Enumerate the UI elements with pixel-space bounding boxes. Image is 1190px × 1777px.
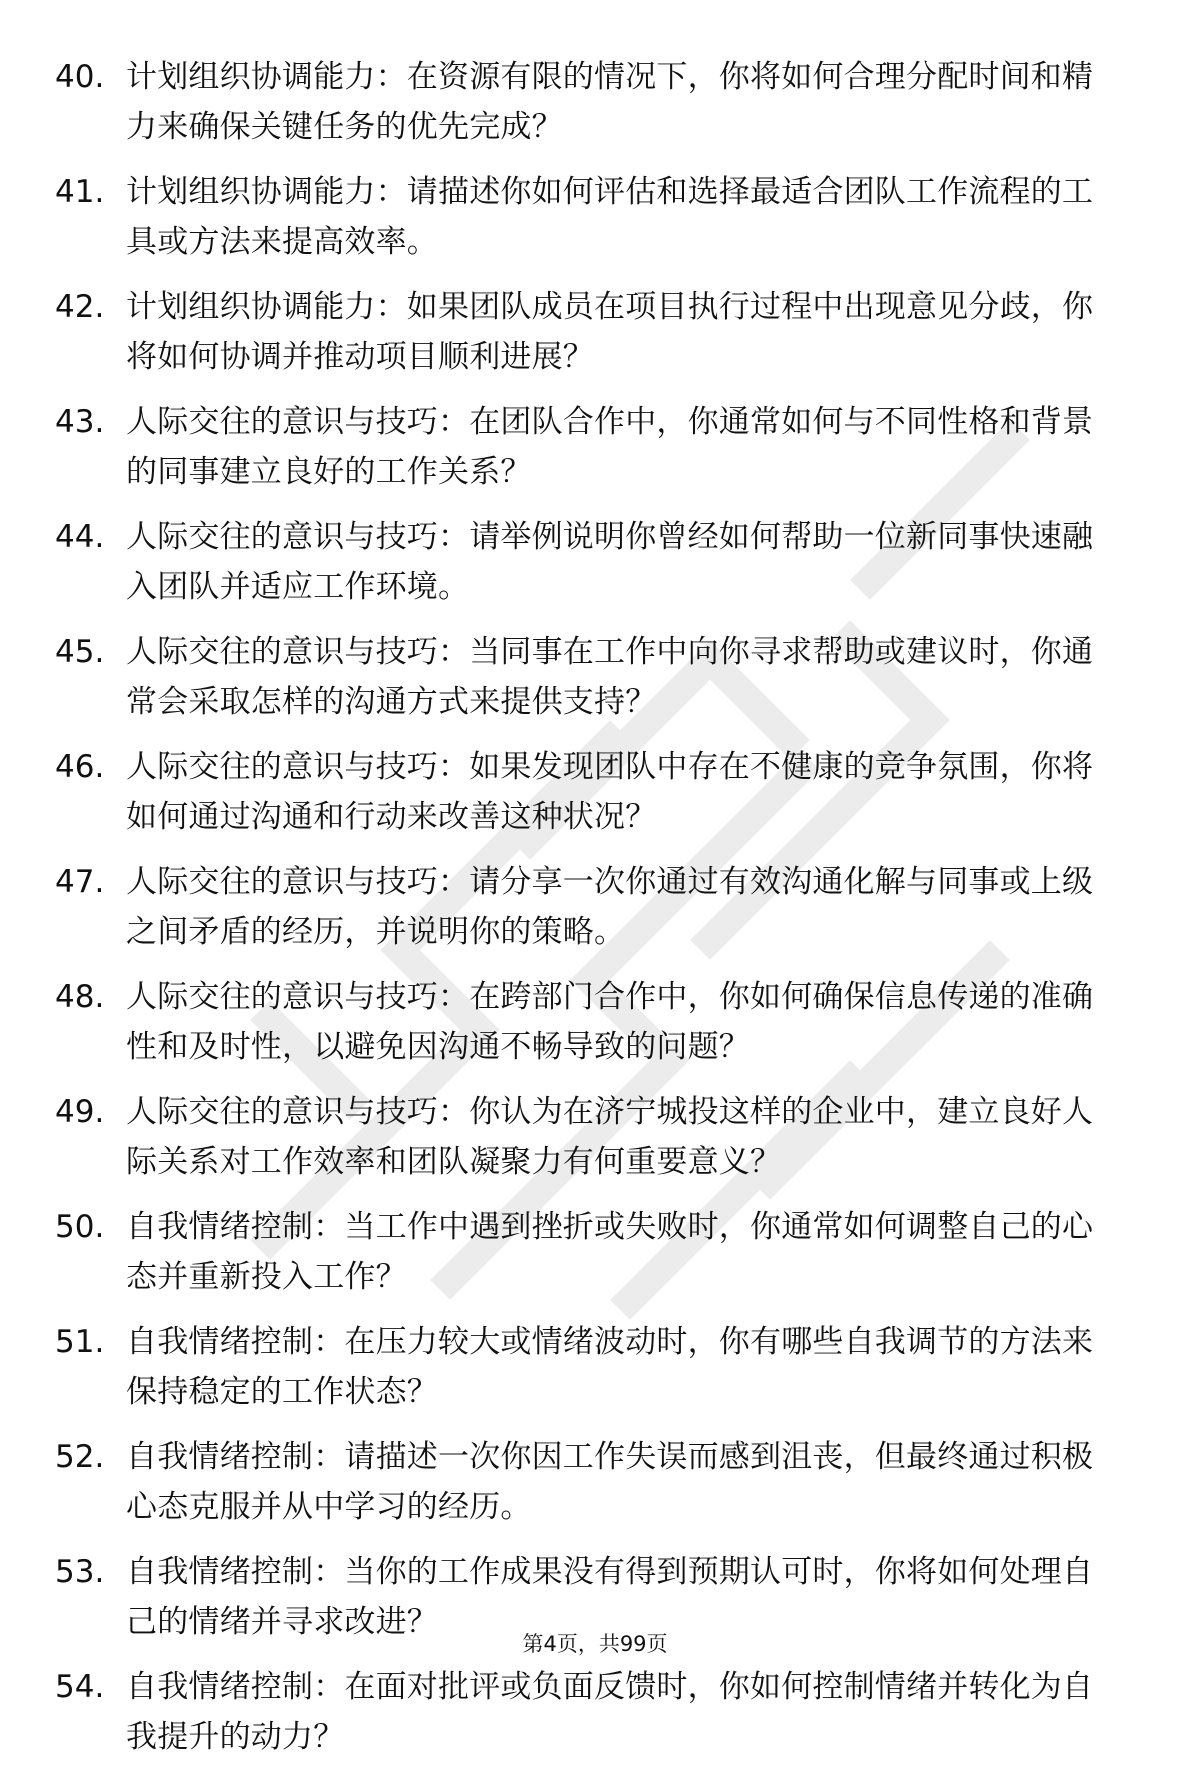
list-item [0, 282, 1190, 397]
page-number-footer: 第4页，共99页 [522, 1632, 668, 1656]
list-item [0, 1662, 1190, 1777]
question-text: 人际交往的意识与技巧：请举例说明你曾经如何帮助一位新同事快速融入团队并适应工作环境。 [126, 519, 1094, 605]
question-number: 42. [55, 289, 105, 325]
question-number: 46. [55, 749, 105, 785]
question-number: 49. [55, 1094, 105, 1130]
question-text: 人际交往的意识与技巧：请分享一次你通过有效沟通化解与同事或上级之间矛盾的经历，并说明你的策略。 [126, 864, 1094, 950]
question-number: 45. [55, 634, 105, 670]
question-number: 47. [55, 864, 105, 900]
question-text: 计划组织协调能力：在资源有限的情况下，你将如何合理分配时间和精力来确保关键任务的优先完成？ [126, 59, 1094, 145]
list-item [0, 857, 1190, 972]
question-list [0, 52, 1190, 1777]
question-number: 43. [55, 404, 105, 440]
question-text: 人际交往的意识与技巧：你认为在济宁城投这样的企业中，建立良好人际关系对工作效率和团队凝聚力有何重要意义？ [126, 1094, 1094, 1180]
question-number: 48. [55, 979, 105, 1015]
question-number: 52. [55, 1439, 105, 1475]
list-item [0, 167, 1190, 282]
list-item [0, 627, 1190, 742]
question-text: 自我情绪控制：当你的工作成果没有得到预期认可时，你将如何处理自己的情绪并寻求改进？ [126, 1554, 1094, 1640]
question-text: 自我情绪控制：当工作中遇到挫折或失败时，你通常如何调整自己的心态并重新投入工作？ [126, 1209, 1094, 1295]
list-item [0, 1547, 1190, 1662]
list-item [0, 1432, 1190, 1547]
question-number: 54. [55, 1669, 105, 1705]
question-text: 自我情绪控制：在面对批评或负面反馈时，你如何控制情绪并转化为自我提升的动力？ [126, 1669, 1094, 1755]
question-text: 计划组织协调能力：如果团队成员在项目执行过程中出现意见分歧，你将如何协调并推动项目顺利进展？ [126, 289, 1094, 375]
list-item [0, 1317, 1190, 1432]
question-text: 自我情绪控制：在压力较大或情绪波动时，你有哪些自我调节的方法来保持稳定的工作状态？ [126, 1324, 1094, 1410]
question-number: 51. [55, 1324, 105, 1360]
list-item [0, 1202, 1190, 1317]
question-number: 44. [55, 519, 105, 555]
question-text: 人际交往的意识与技巧：如果发现团队中存在不健康的竞争氛围，你将如何通过沟通和行动来改善这种状况？ [126, 749, 1094, 835]
question-text: 人际交往的意识与技巧：在团队合作中，你通常如何与不同性格和背景的同事建立良好的工作关系？ [126, 404, 1094, 490]
list-item [0, 972, 1190, 1087]
question-text: 计划组织协调能力：请描述你如何评估和选择最适合团队工作流程的工具或方法来提高效率。 [126, 174, 1094, 260]
list-item [0, 742, 1190, 857]
question-number: 53. [55, 1554, 105, 1590]
list-item [0, 1087, 1190, 1202]
question-text: 人际交往的意识与技巧：当同事在工作中向你寻求帮助或建议时，你通常会采取怎样的沟通方式来提供支持？ [126, 634, 1094, 720]
question-number: 40. [55, 59, 105, 95]
list-item [0, 397, 1190, 512]
question-text: 自我情绪控制：请描述一次你因工作失误而感到沮丧，但最终通过积极心态克服并从中学习的经历。 [126, 1439, 1094, 1525]
list-item [0, 512, 1190, 627]
question-number: 50. [55, 1209, 105, 1245]
question-number: 41. [55, 174, 105, 210]
question-text: 人际交往的意识与技巧：在跨部门合作中，你如何确保信息传递的准确性和及时性，以避免因沟通不畅导致的问题？ [126, 979, 1094, 1065]
list-item [0, 52, 1190, 167]
